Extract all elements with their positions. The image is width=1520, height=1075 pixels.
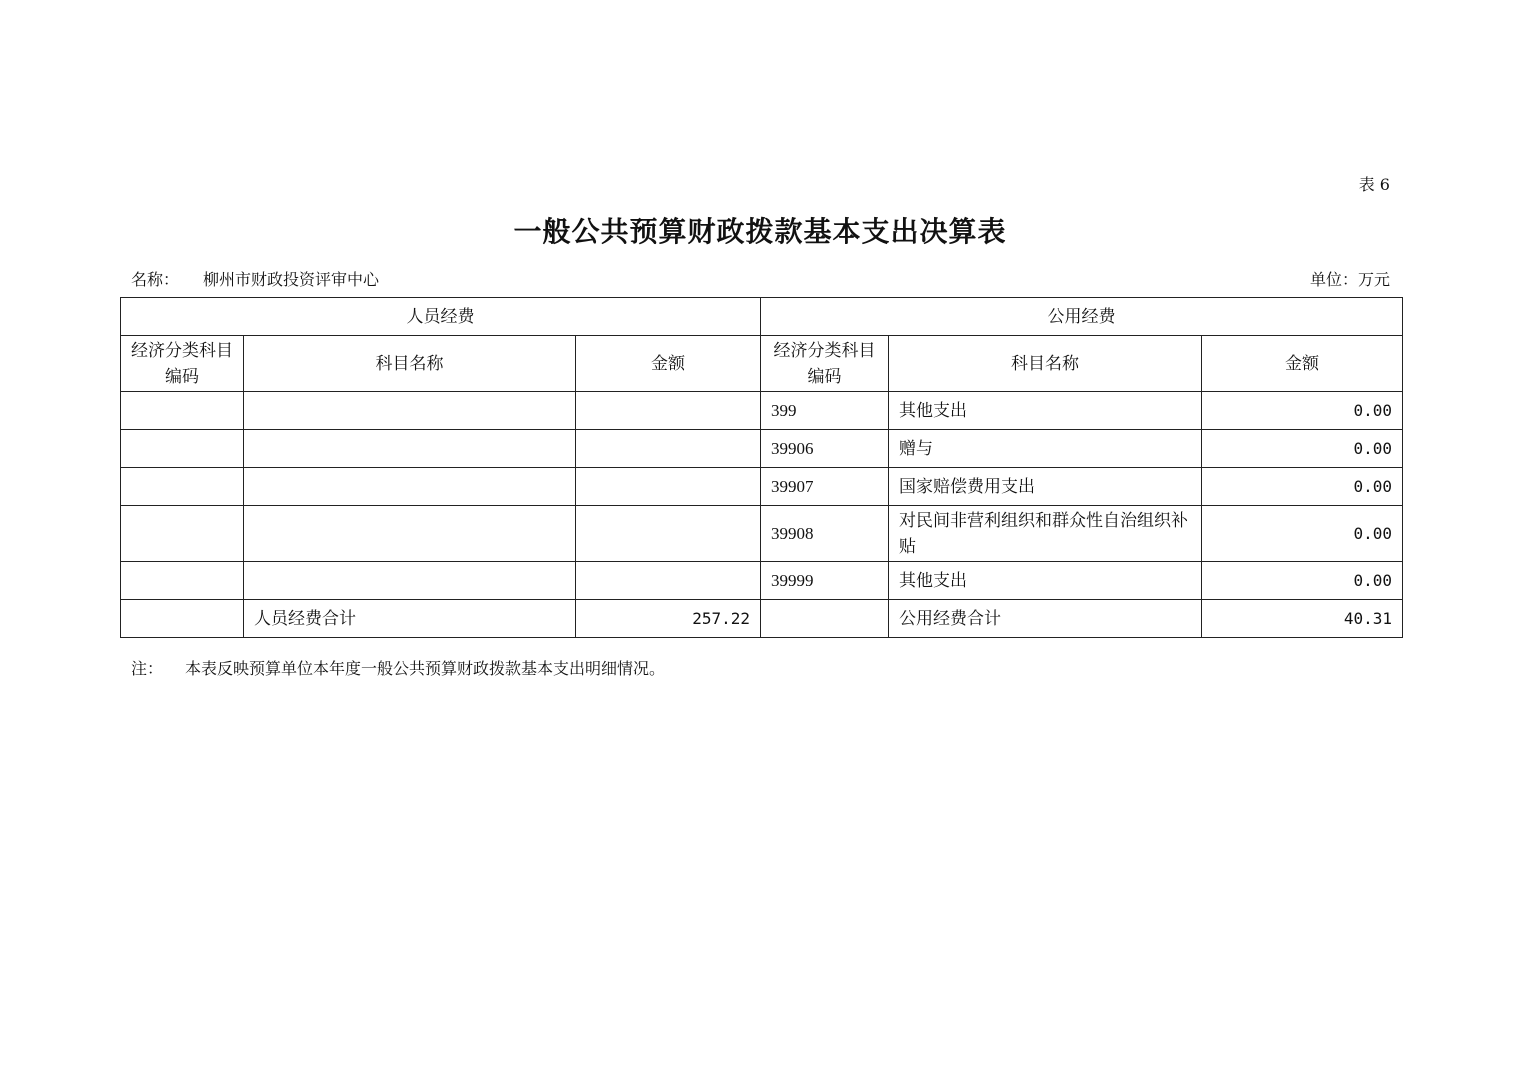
public-total-amount: 40.31 [1202,600,1403,638]
public-code-cell: 39999 [761,562,889,600]
public-code-cell: 39908 [761,506,889,562]
public-amount-cell: 0.00 [1202,506,1403,562]
public-name-cell: 其他支出 [889,562,1202,600]
personnel-name-cell [244,430,576,468]
personnel-amount-cell [576,562,761,600]
org-name: 柳州市财政投资评审中心 [203,270,380,289]
table-row [121,468,1403,506]
personnel-amount-cell [576,430,761,468]
name-label: 名称： [131,270,180,289]
personnel-code-cell [121,430,244,468]
public-amount-cell: 0.00 [1202,468,1403,506]
public-amount-cell: 0.00 [1202,562,1403,600]
personnel-name-cell [244,468,576,506]
personnel-amount-cell [576,506,761,562]
col-header-name: 科目名称 [244,336,576,392]
column-header-row [121,336,1403,392]
col-header-amount: 金额 [576,336,761,392]
footnote [131,656,665,679]
unit-label: 单位：万元 [1309,270,1390,289]
group-header-public: 公用经费 [761,298,1403,336]
personnel-amount-cell [576,468,761,506]
org-line [131,267,379,290]
col-header-amount: 金额 [1202,336,1403,392]
personnel-name-cell [244,562,576,600]
personnel-code-cell [121,562,244,600]
col-header-name: 科目名称 [889,336,1202,392]
personnel-name-cell [244,506,576,562]
page-title: 一般公共预算财政拨款基本支出决算表 [513,215,1007,248]
col-header-code: 经济分类科目编码 [761,336,889,392]
table-row [121,506,1403,562]
public-name-cell: 对民间非营利组织和群众性自治组织补贴 [889,506,1202,562]
public-amount-cell: 0.00 [1202,430,1403,468]
total-empty-cell [761,600,889,638]
personnel-code-cell [121,468,244,506]
total-row [121,600,1403,638]
personnel-total-amount: 257.22 [576,600,761,638]
personnel-amount-cell [576,392,761,430]
public-total-label: 公用经费合计 [889,600,1202,638]
table-row [121,392,1403,430]
footnote-label: 注： [131,659,164,678]
col-header-code: 经济分类科目编码 [121,336,244,392]
public-code-cell: 399 [761,392,889,430]
personnel-name-cell [244,392,576,430]
group-header-row [121,298,1403,336]
total-empty-cell [121,600,244,638]
personnel-total-label: 人员经费合计 [244,600,576,638]
table-row [121,430,1403,468]
table-number: 表 6 [1358,175,1390,194]
public-name-cell: 其他支出 [889,392,1202,430]
public-code-cell: 39906 [761,430,889,468]
personnel-code-cell [121,506,244,562]
footnote-text: 本表反映预算单位本年度一般公共预算财政拨款基本支出明细情况。 [185,659,666,678]
expenditure-table [120,297,1403,638]
personnel-code-cell [121,392,244,430]
public-code-cell: 39907 [761,468,889,506]
group-header-personnel: 人员经费 [121,298,761,336]
table-row [121,562,1403,600]
public-name-cell: 赠与 [889,430,1202,468]
public-amount-cell: 0.00 [1202,392,1403,430]
public-name-cell: 国家赔偿费用支出 [889,468,1202,506]
